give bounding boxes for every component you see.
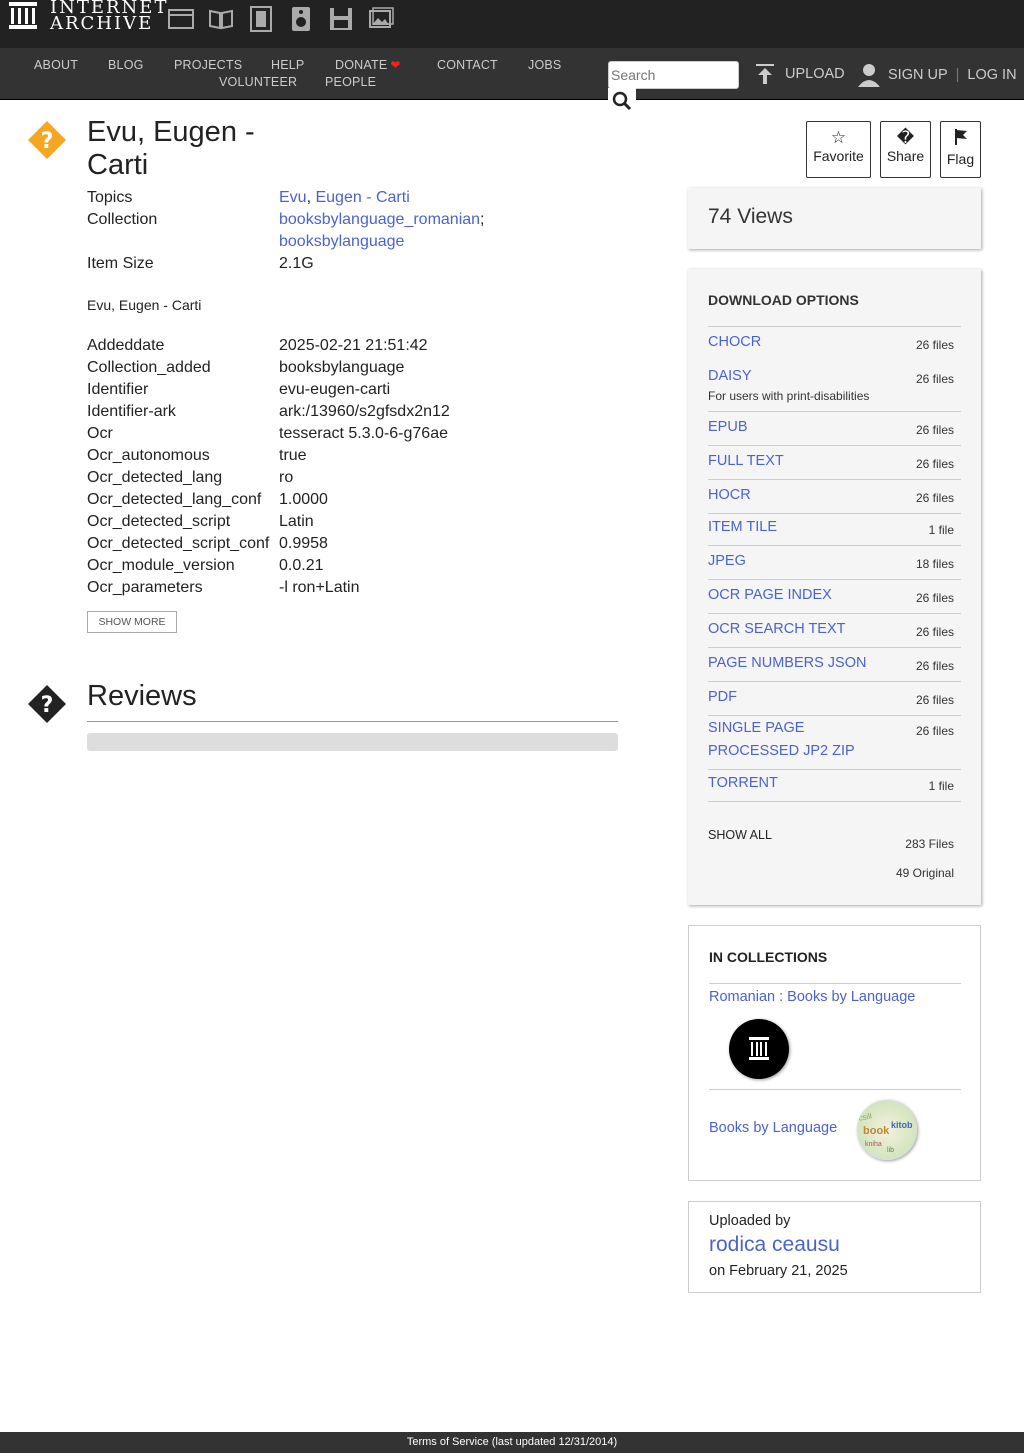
collection-link-books-by-language[interactable]: Books by Language [709, 1120, 838, 1136]
flag-label: Flag [946, 151, 975, 167]
collection-link[interactable]: booksbylanguage [279, 233, 405, 250]
collection-thumbnail-romanian[interactable] [729, 1019, 789, 1079]
meta-value: Latin [279, 513, 314, 530]
download-format-label: JPEG [708, 553, 746, 569]
download-format-link[interactable] [708, 652, 866, 675]
favorite-label: Favorite [813, 148, 864, 164]
download-file-count[interactable]: 1 file [928, 779, 954, 793]
collection-thumbnail-books-by-language[interactable] [857, 1100, 917, 1160]
archive-building-icon [729, 1019, 789, 1079]
download-format-link[interactable] [708, 365, 752, 388]
download-divider [708, 513, 961, 514]
item-title-line-2: Carti [87, 149, 149, 181]
download-format-label: HOCR [708, 487, 751, 503]
heart-icon: ❤ [390, 58, 401, 72]
download-divider [708, 579, 961, 580]
flag-button[interactable] [940, 121, 981, 178]
download-file-count[interactable]: 26 files [915, 659, 954, 673]
download-format-label: PAGE NUMBERS JSON [708, 655, 867, 671]
upload-icon [755, 63, 775, 85]
meta-key: Ocr_detected_lang [87, 469, 223, 486]
nav-projects[interactable]: PROJECTS [174, 58, 243, 72]
download-divider [708, 613, 961, 614]
footer [0, 1432, 1024, 1453]
audio-icon[interactable] [288, 6, 314, 32]
download-format-note: For users with print-disabilities [708, 389, 870, 403]
download-file-count[interactable]: 26 files [915, 423, 954, 437]
nav-people[interactable]: PEOPLE [325, 75, 377, 89]
uploaded-by-box [688, 1201, 981, 1293]
star-icon: ☆ [830, 128, 847, 147]
share-button[interactable] [880, 121, 931, 178]
download-format-link[interactable] [708, 416, 748, 439]
software-icon[interactable] [328, 6, 354, 32]
download-format-link[interactable] [708, 686, 737, 709]
download-format-label: OCR SEARCH TEXT [708, 621, 846, 637]
download-divider [708, 479, 961, 480]
item-title-line-1: Evu, Eugen - [87, 116, 255, 148]
topic-link[interactable]: Evu [279, 189, 307, 206]
download-format-link[interactable] [708, 618, 846, 641]
logo-line-1: INTERNET [50, 0, 169, 18]
meta-value: 0.0.21 [279, 557, 324, 574]
download-format-link[interactable] [708, 772, 778, 795]
meta-key: Identifier-ark [87, 403, 176, 420]
uploaded-by-label: Uploaded by [709, 1213, 791, 1229]
meta-value [279, 232, 404, 252]
nav-contact[interactable]: CONTACT [437, 58, 498, 72]
logo-line-2: ARCHIVE [50, 13, 154, 34]
item-description: Evu, Eugen - Carti [87, 297, 202, 313]
download-format-link[interactable] [708, 484, 751, 507]
download-divider [708, 411, 961, 412]
meta-value: 0.9958 [279, 535, 328, 552]
reviews-divider [87, 721, 618, 722]
download-format-link[interactable] [708, 331, 761, 354]
download-file-count[interactable]: 26 files [915, 625, 954, 639]
collection-link[interactable]: booksbylanguage_romanian [279, 211, 481, 228]
nav-help[interactable]: HELP [271, 58, 305, 72]
search-input[interactable] [608, 61, 739, 89]
video-icon[interactable] [248, 6, 274, 32]
meta-key: Ocr_module_version [87, 557, 235, 574]
terms-of-service-link[interactable]: Terms of Service (last updated 12/31/2014) [406, 1436, 618, 1448]
nav-volunteer[interactable]: VOLUNTEER [219, 75, 298, 89]
svg-text:csill: csill [857, 1111, 873, 1123]
download-format-label: PROCESSED JP2 ZIP [708, 743, 855, 759]
svg-text:book: book [863, 1125, 890, 1137]
log-in-link[interactable]: LOG IN [967, 67, 1017, 83]
search-button[interactable] [608, 88, 636, 116]
meta-value [279, 188, 410, 208]
search-icon [608, 88, 636, 116]
download-file-count[interactable]: 26 files [915, 338, 954, 352]
meta-key: Addeddate [87, 337, 165, 354]
in-collections-title: IN COLLECTIONS [709, 949, 828, 965]
sign-up-link[interactable]: SIGN UP [888, 67, 948, 83]
download-file-count[interactable]: 26 files [915, 693, 954, 707]
download-options-title: DOWNLOAD OPTIONS [708, 292, 859, 308]
svg-text:?: ? [40, 693, 54, 718]
web-icon[interactable] [168, 6, 194, 32]
collections-divider [709, 983, 961, 984]
download-format-link[interactable] [708, 450, 784, 473]
download-format-label: EPUB [708, 419, 748, 435]
download-format-link[interactable] [708, 584, 832, 607]
favorite-button[interactable] [806, 121, 871, 178]
download-divider [708, 647, 961, 648]
meta-value: 1.0000 [279, 491, 328, 508]
meta-key: Ocr_detected_lang_conf [87, 491, 262, 508]
nav-separator: | [955, 67, 960, 83]
download-format-label: TORRENT [708, 775, 778, 791]
download-format-label: DAISY [708, 368, 752, 384]
meta-key: Ocr_parameters [87, 579, 203, 596]
download-file-count[interactable]: 1 file [928, 523, 954, 537]
word-cloud-thumbnail [857, 1100, 917, 1160]
nav-bar [0, 48, 1024, 100]
views-count: 74 Views [708, 205, 793, 228]
images-icon[interactable] [368, 6, 394, 32]
nav-jobs[interactable]: JOBS [528, 58, 562, 72]
download-format-label: SINGLE PAGE [708, 720, 805, 736]
meta-value: tesseract 5.3.0-6-g76ae [279, 425, 448, 442]
download-format-label: ITEM TILE [708, 519, 778, 535]
meta-value: booksbylanguage [279, 359, 405, 376]
share-label: Share [886, 148, 925, 164]
nav-about[interactable]: ABOUT [34, 58, 79, 72]
download-format-link[interactable] [708, 717, 855, 763]
download-divider [708, 681, 961, 682]
download-options-box [688, 269, 981, 905]
meta-key: Ocr_detected_script_conf [87, 535, 270, 552]
nav-donate[interactable] [335, 58, 401, 72]
meta-value: ro [279, 469, 294, 486]
collection-link-romanian[interactable]: Romanian : Books by Language [709, 989, 916, 1005]
archive-building-icon [8, 0, 38, 30]
download-format-link[interactable] [708, 516, 777, 539]
download-format-label: FULL TEXT [708, 453, 784, 469]
topic-link[interactable]: Eugen - Carti [315, 189, 410, 206]
download-format-label: PDF [708, 689, 737, 705]
meta-value: 2025-02-21 21:51:42 [279, 337, 428, 354]
collection-separator: ; [480, 211, 485, 228]
original-files: 49 Original [895, 866, 954, 880]
meta-value: true [279, 447, 307, 464]
logo-text [50, 0, 168, 32]
meta-key: Ocr_autonomous [87, 447, 210, 464]
reviews-icon [27, 684, 67, 724]
meta-value: evu-eugen-carti [279, 381, 391, 398]
in-collections-box [688, 925, 981, 1181]
views-box [688, 188, 981, 249]
meta-value: -l ron+Latin [279, 579, 360, 596]
collections-divider [709, 1089, 961, 1090]
texts-icon[interactable] [208, 6, 234, 32]
meta-key: Topics [87, 189, 133, 206]
meta-key: Identifier [87, 381, 149, 398]
svg-text:kniha: kniha [865, 1141, 882, 1148]
meta-key: Ocr_detected_script [87, 513, 231, 530]
meta-key: Ocr [87, 425, 113, 442]
meta-value [279, 210, 485, 230]
download-divider [708, 801, 961, 802]
download-divider [708, 445, 961, 446]
download-file-count[interactable]: 26 files [915, 724, 954, 738]
show-more-button[interactable]: SHOW MORE [87, 611, 177, 633]
download-file-count[interactable]: 26 files [915, 491, 954, 505]
flag-icon [941, 128, 980, 151]
nav-donate-label: DONATE [335, 58, 388, 72]
top-bar [0, 0, 1024, 48]
download-file-count[interactable]: 26 files [915, 591, 954, 605]
share-icon: � [896, 128, 915, 147]
svg-text:kitob: kitob [891, 1120, 913, 1130]
topic-separator: , [306, 189, 312, 206]
download-file-count[interactable]: 18 files [915, 557, 954, 571]
download-format-link[interactable] [708, 550, 746, 573]
download-divider [708, 715, 961, 716]
meta-key: Collection [87, 211, 158, 228]
item-title [87, 116, 327, 182]
total-files: 283 Files [905, 837, 954, 851]
meta-value: 2.1G [279, 255, 314, 272]
download-file-count[interactable]: 26 files [915, 372, 954, 386]
meta-key: Collection_added [87, 359, 211, 376]
reviews-title: Reviews [87, 680, 197, 712]
reviews-loading-bar [87, 733, 618, 751]
media-type-icons [168, 6, 394, 32]
account-links [858, 63, 1017, 87]
download-divider [708, 545, 961, 546]
unknown-item-icon [27, 120, 67, 160]
nav-blog[interactable]: BLOG [108, 58, 144, 72]
svg-text:?: ? [40, 129, 54, 154]
download-format-label: CHOCR [708, 334, 762, 350]
upload-label: UPLOAD [785, 66, 845, 82]
meta-value: ark:/13960/s2gfsdx2n12 [279, 403, 450, 420]
download-format-label: OCR PAGE INDEX [708, 587, 832, 603]
download-divider [708, 326, 961, 327]
download-divider [708, 769, 961, 770]
upload-date: on February 21, 2025 [709, 1263, 848, 1279]
internet-archive-logo[interactable] [8, 0, 169, 36]
meta-key: Item Size [87, 255, 154, 272]
user-icon [858, 63, 880, 87]
svg-text:lib: lib [887, 1147, 895, 1154]
show-all-link[interactable]: SHOW ALL [708, 828, 772, 842]
uploader-link[interactable]: rodica ceausu [709, 1233, 840, 1256]
download-file-count[interactable]: 26 files [915, 457, 954, 471]
upload-button[interactable] [755, 63, 845, 85]
